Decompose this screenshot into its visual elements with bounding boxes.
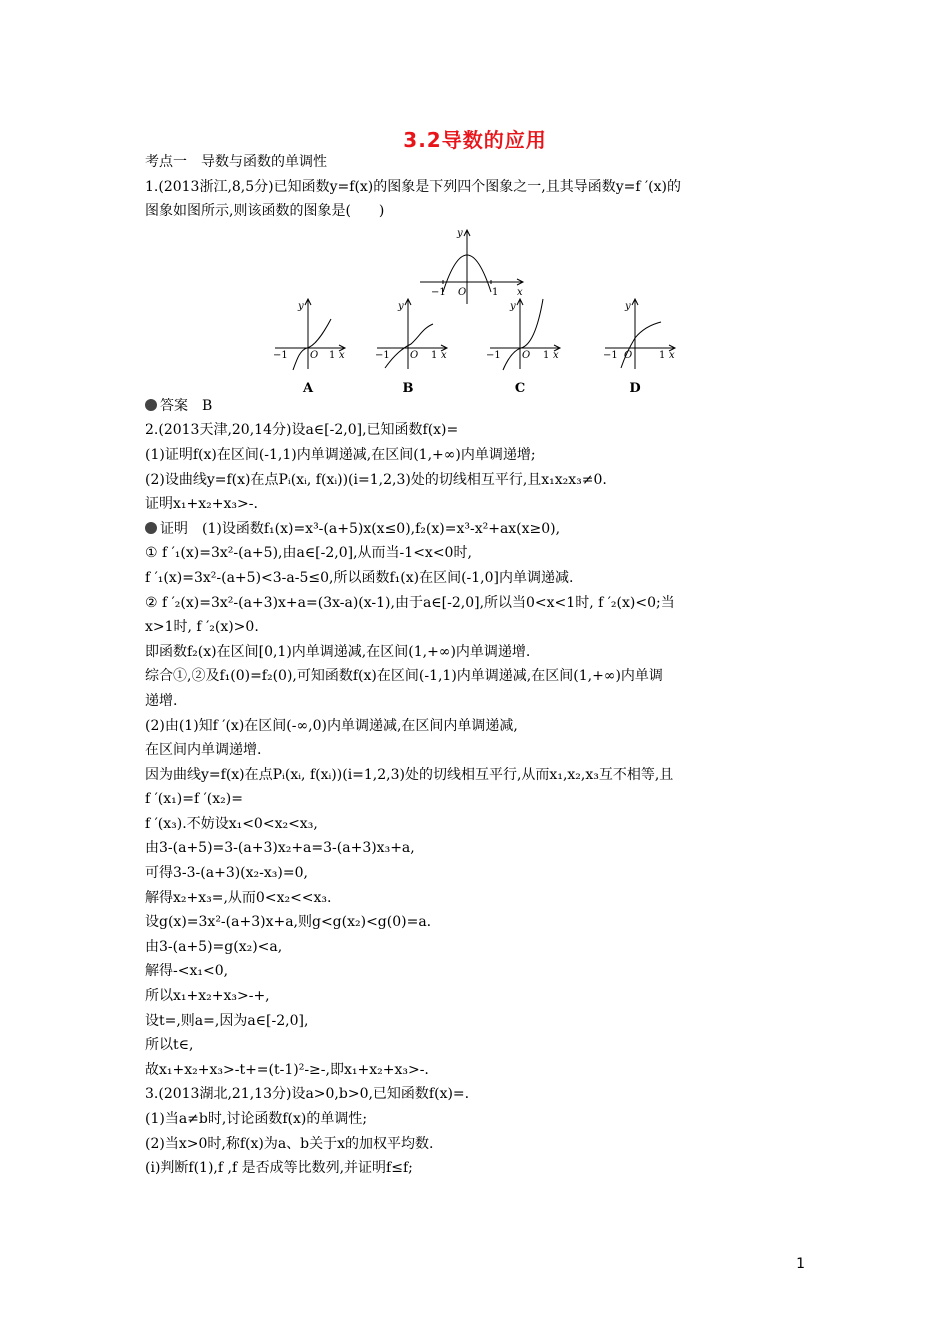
text-line: f ′₁(x)=3x²-(a+5)<3-a-5≤0,所以函数f₁(x)在区间(-1,0]内单调递减.	[145, 569, 574, 586]
option-a-tick-right: 1	[329, 349, 336, 361]
option-b-tick-right: 1	[431, 349, 438, 361]
main-tick-right: 1	[492, 286, 499, 298]
main-axis-y-label: y	[457, 227, 463, 239]
function-graphs-figure	[145, 224, 810, 394]
text-line: x>1时, f ′₂(x)>0.	[145, 619, 259, 636]
option-d-x: x	[669, 349, 675, 361]
page-title: 3.2导数的应用	[403, 128, 547, 152]
proof-first-line	[145, 517, 810, 542]
text-line: (2)设曲线y=f(x)在点Pᵢ(xᵢ, f(xᵢ))(i=1,2,3)处的切线相互平行,且x₁x₂x₃≠0.	[145, 471, 607, 488]
option-b-x: x	[441, 349, 447, 361]
text-line: 因为曲线y=f(x)在点Pᵢ(xᵢ, f(xᵢ))(i=1,2,3)处的切线相互平行,从而x₁,x₂,x₃互不相等,且	[145, 766, 674, 783]
option-b-tick-left: −1	[375, 349, 390, 361]
main-tick-left: −1	[431, 286, 446, 298]
text-line: 设t=,则a=,因为a∈[-2,0],	[145, 1012, 309, 1029]
answer-line	[145, 394, 810, 419]
text-line: 可得3-3-(a+3)(x₂-x₃)=0,	[145, 865, 308, 882]
text-line: 递增.	[145, 692, 178, 709]
option-c-y: y	[510, 300, 516, 312]
option-d-origin: O	[624, 349, 633, 361]
option-d-tick-right: 1	[659, 349, 666, 361]
text-line: 由3-(a+5)=3-(a+3)x₂+a=3-(a+3)x₃+a,	[145, 840, 415, 857]
text-line: (2)由(1)知f ′(x)在区间(-∞,0)内单调递减,在区间内单调递减,	[145, 717, 518, 734]
option-a-y: y	[298, 300, 304, 312]
text-line: 所以x₁+x₂+x₃>-+,	[145, 988, 270, 1005]
text-line: (2)当x>0时,称f(x)为a、b关于x的加权平均数.	[145, 1135, 434, 1152]
answer-bullet-icon	[145, 399, 157, 411]
text-line: 解得x₂+x₃=,从而0<x₂<<x₃.	[145, 889, 332, 906]
text-line: 设g(x)=3x²-(a+3)x+a,则g<g(x₂)<g(0)=a.	[145, 914, 432, 931]
text-line: ① f ′₁(x)=3x²-(a+5),由a∈[-2,0],从而当-1<x<0时,	[145, 545, 472, 562]
text-line: 1.(2013浙江,8,5分)已知函数y=f(x)的图象是下列四个图象之一,且其导函数y=f ′(x)的	[145, 178, 681, 195]
option-b-label: B	[402, 380, 414, 394]
graphs-svg	[145, 224, 810, 394]
text-line: f ′(x₃).不妨设x₁<0<x₂<x₃,	[145, 815, 318, 832]
answer-text: 答案 B	[160, 397, 213, 414]
main-origin-label: O	[458, 286, 467, 298]
text-line: 图象如图所示,则该函数的图象是( )	[145, 203, 385, 220]
text-line: ② f ′₂(x)=3x²-(a+3)x+a=(3x-a)(x-1),由于a∈[-2,0],所以当0<x<1时, f ′₂(x)<0;当	[145, 594, 675, 611]
text-line: 在区间内单调递增.	[145, 742, 262, 759]
option-c-tick-left: −1	[486, 349, 501, 361]
text-line: 解得-<x₁<0,	[145, 963, 229, 980]
option-c-tick-right: 1	[543, 349, 550, 361]
option-d-tick-left: −1	[603, 349, 618, 361]
option-d-label: D	[629, 380, 641, 394]
page-number: 1	[796, 1256, 805, 1272]
text-line: 综合①,②及f₁(0)=f₂(0),可知函数f(x)在区间(-1,1)内单调递减,在区间(1,+∞)内单调	[145, 668, 663, 685]
text-line: (1)证明f(x)在区间(-1,1)内单调递减,在区间(1,+∞)内单调递增;	[145, 446, 536, 463]
option-a-origin: O	[310, 349, 319, 361]
option-d-y: y	[625, 300, 631, 312]
text-line: (1)当a≠b时,讨论函数f(x)的单调性;	[145, 1111, 368, 1127]
text-line: f ′(x₁)=f ′(x₂)=	[145, 791, 243, 808]
option-a-label: A	[302, 380, 314, 394]
document-body	[145, 150, 810, 1181]
option-c-origin: O	[522, 349, 531, 361]
text-line: 即函数f₂(x)在区间[0,1)内单调递减,在区间(1,+∞)内单调递增.	[145, 643, 531, 660]
text-line: (i)判断f(1),f ,f 是否成等比数列,并证明f≤f;	[145, 1160, 413, 1177]
text-line: 证明x₁+x₂+x₃>-.	[145, 496, 258, 513]
text-line: 2.(2013天津,20,14分)设a∈[-2,0],已知函数f(x)=	[145, 422, 459, 439]
text-line: 所以t∈,	[145, 1037, 194, 1054]
option-c-x: x	[553, 349, 559, 361]
text-line: 由3-(a+5)=g(x₂)<a,	[145, 938, 283, 955]
option-b-origin: O	[410, 349, 419, 361]
proof-bullet-icon	[145, 522, 157, 534]
text-line: 考点一 导数与函数的单调性	[145, 154, 327, 170]
proof-text: 证明 (1)设函数f₁(x)=x³-(a+5)x(x≤0),f₂(x)=x³-x²+ax(x≥0),	[160, 520, 561, 537]
main-axis-x-label: x	[517, 286, 523, 298]
option-b-y: y	[398, 300, 404, 312]
text-line: 故x₁+x₂+x₃>-t+=(t-1)²-≥-,即x₁+x₂+x₃>-.	[145, 1061, 429, 1078]
option-a-tick-left: −1	[273, 349, 288, 361]
option-a-x: x	[339, 349, 345, 361]
option-c-label: C	[514, 380, 526, 394]
text-line: 3.(2013湖北,21,13分)设a>0,b>0,已知函数f(x)=.	[145, 1086, 470, 1103]
